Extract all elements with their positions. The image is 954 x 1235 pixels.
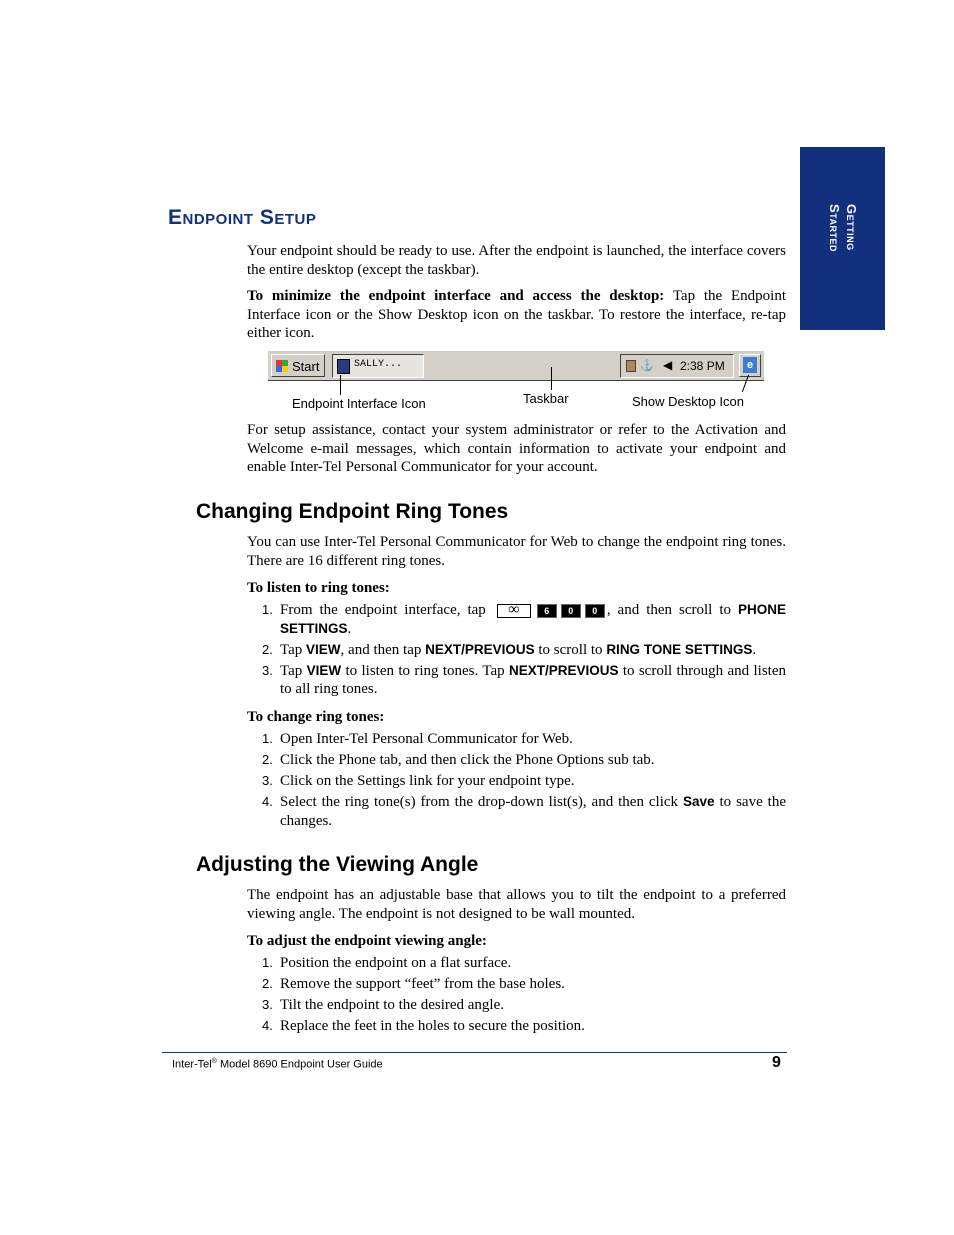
section-title: Endpoint Setup [168, 206, 317, 229]
list-item: 1. Open Inter-Tel Personal Communicator for Web. [262, 731, 573, 747]
change-steps [262, 730, 786, 833]
viewing-angle-paragraph: The endpoint has an adjustable base that allows you to tilt the endpoint to a preferred viewing angle. The endpoint is not designed to be wall mounted. [247, 887, 786, 922]
footer-title: Inter-Tel® Model 8690 Endpoint User Guide [172, 1058, 383, 1071]
footer-rule [162, 1052, 787, 1053]
list-item: 3. Click on the Settings link for your endpoint type. [262, 773, 575, 789]
side-tab-line1: Getting [844, 204, 859, 251]
setup-paragraph: For setup assistance, contact your system administrator or refer to the Activation and Welcome e-mail messages, which contain information to activate your endpoint and enable Inter-Tel Personal Communicator for your account. [247, 422, 786, 475]
callout-taskbar: Taskbar [523, 391, 569, 406]
endpoint-interface-button[interactable] [332, 354, 424, 378]
callout-line-taskbar [551, 367, 552, 390]
list-item: 4. Select the ring tone(s) from the drop-down list(s), and then click Save to save the changes. [262, 794, 786, 829]
list-item: 2. Remove the support “feet” from the base holes. [262, 976, 565, 992]
ring-tones-heading: Changing Endpoint Ring Tones [196, 500, 509, 523]
side-tab-label [826, 204, 862, 324]
side-tab-line2: Started [827, 204, 842, 252]
intro-paragraph: Your endpoint should be ready to use. After the endpoint is launched, the interface covers the entire desktop (except the taskbar). [247, 243, 786, 278]
listen-lead: To listen to ring tones: [247, 580, 390, 596]
show-desktop-button[interactable] [739, 354, 761, 377]
list-item: 1. From the endpoint interface, tap ∞ 6 0 0 , and then scroll to PHONE SETTINGS. [262, 600, 786, 637]
viewing-angle-heading: Adjusting the Viewing Angle [196, 853, 479, 876]
minimize-lead: To minimize the endpoint interface and access the desktop: [247, 288, 665, 304]
key-0: 0 [561, 604, 581, 618]
infinity-key-icon: ∞ [497, 604, 531, 618]
list-item: 3. Tilt the endpoint to the desired angle. [262, 997, 504, 1013]
system-tray [620, 354, 734, 378]
clock: 2:38 PM [680, 359, 725, 373]
taskbar-figure [268, 350, 764, 381]
list-item: 4. Replace the feet in the holes to secure the position. [262, 1018, 585, 1034]
change-lead: To change ring tones: [247, 709, 385, 725]
listen-steps [262, 601, 786, 701]
callout-interface-icon: Endpoint Interface Icon [292, 396, 426, 411]
start-button[interactable] [271, 354, 325, 377]
key-6: 6 [537, 604, 557, 618]
list-item: 2. Click the Phone tab, and then click the Phone Options sub tab. [262, 752, 655, 768]
app-label: SALLY... [354, 359, 403, 370]
minimize-paragraph [247, 287, 786, 343]
speaker-icon: ◀ [663, 358, 673, 372]
list-item: 3. Tap VIEW to listen to ring tones. Tap NEXT/PREVIOUS to scroll through and listen to all ring tones. [262, 662, 787, 697]
minimize-text: Tap the Endpoint Interface icon or the Show Desktop icon on the taskbar. To restore the interface, re-tap either icon. [247, 288, 787, 341]
list-item: 2. Tap VIEW, and then tap NEXT/PREVIOUS to scroll to RING TONE SETTINGS. [262, 641, 757, 658]
ring-tones-paragraph: You can use Inter-Tel Personal Communicator for Web to change the endpoint ring tones. There are 16 different ring tones. [247, 534, 786, 569]
page-number: 9 [772, 1054, 781, 1071]
callout-show-desktop: Show Desktop Icon [632, 394, 745, 409]
key-0: 0 [585, 604, 605, 618]
viewing-angle-lead: To adjust the endpoint viewing angle: [247, 933, 487, 949]
start-label: Start [292, 359, 320, 374]
callout-line-interface [340, 375, 341, 395]
windows-flag-icon [276, 360, 288, 372]
list-item: 1. Position the endpoint on a flat surface. [262, 955, 512, 971]
user-icon [626, 360, 636, 372]
network-icon: ⚓ [640, 360, 654, 372]
viewing-angle-steps [262, 954, 786, 1038]
phone-icon [337, 359, 350, 374]
show-desktop-icon: e [743, 357, 757, 373]
